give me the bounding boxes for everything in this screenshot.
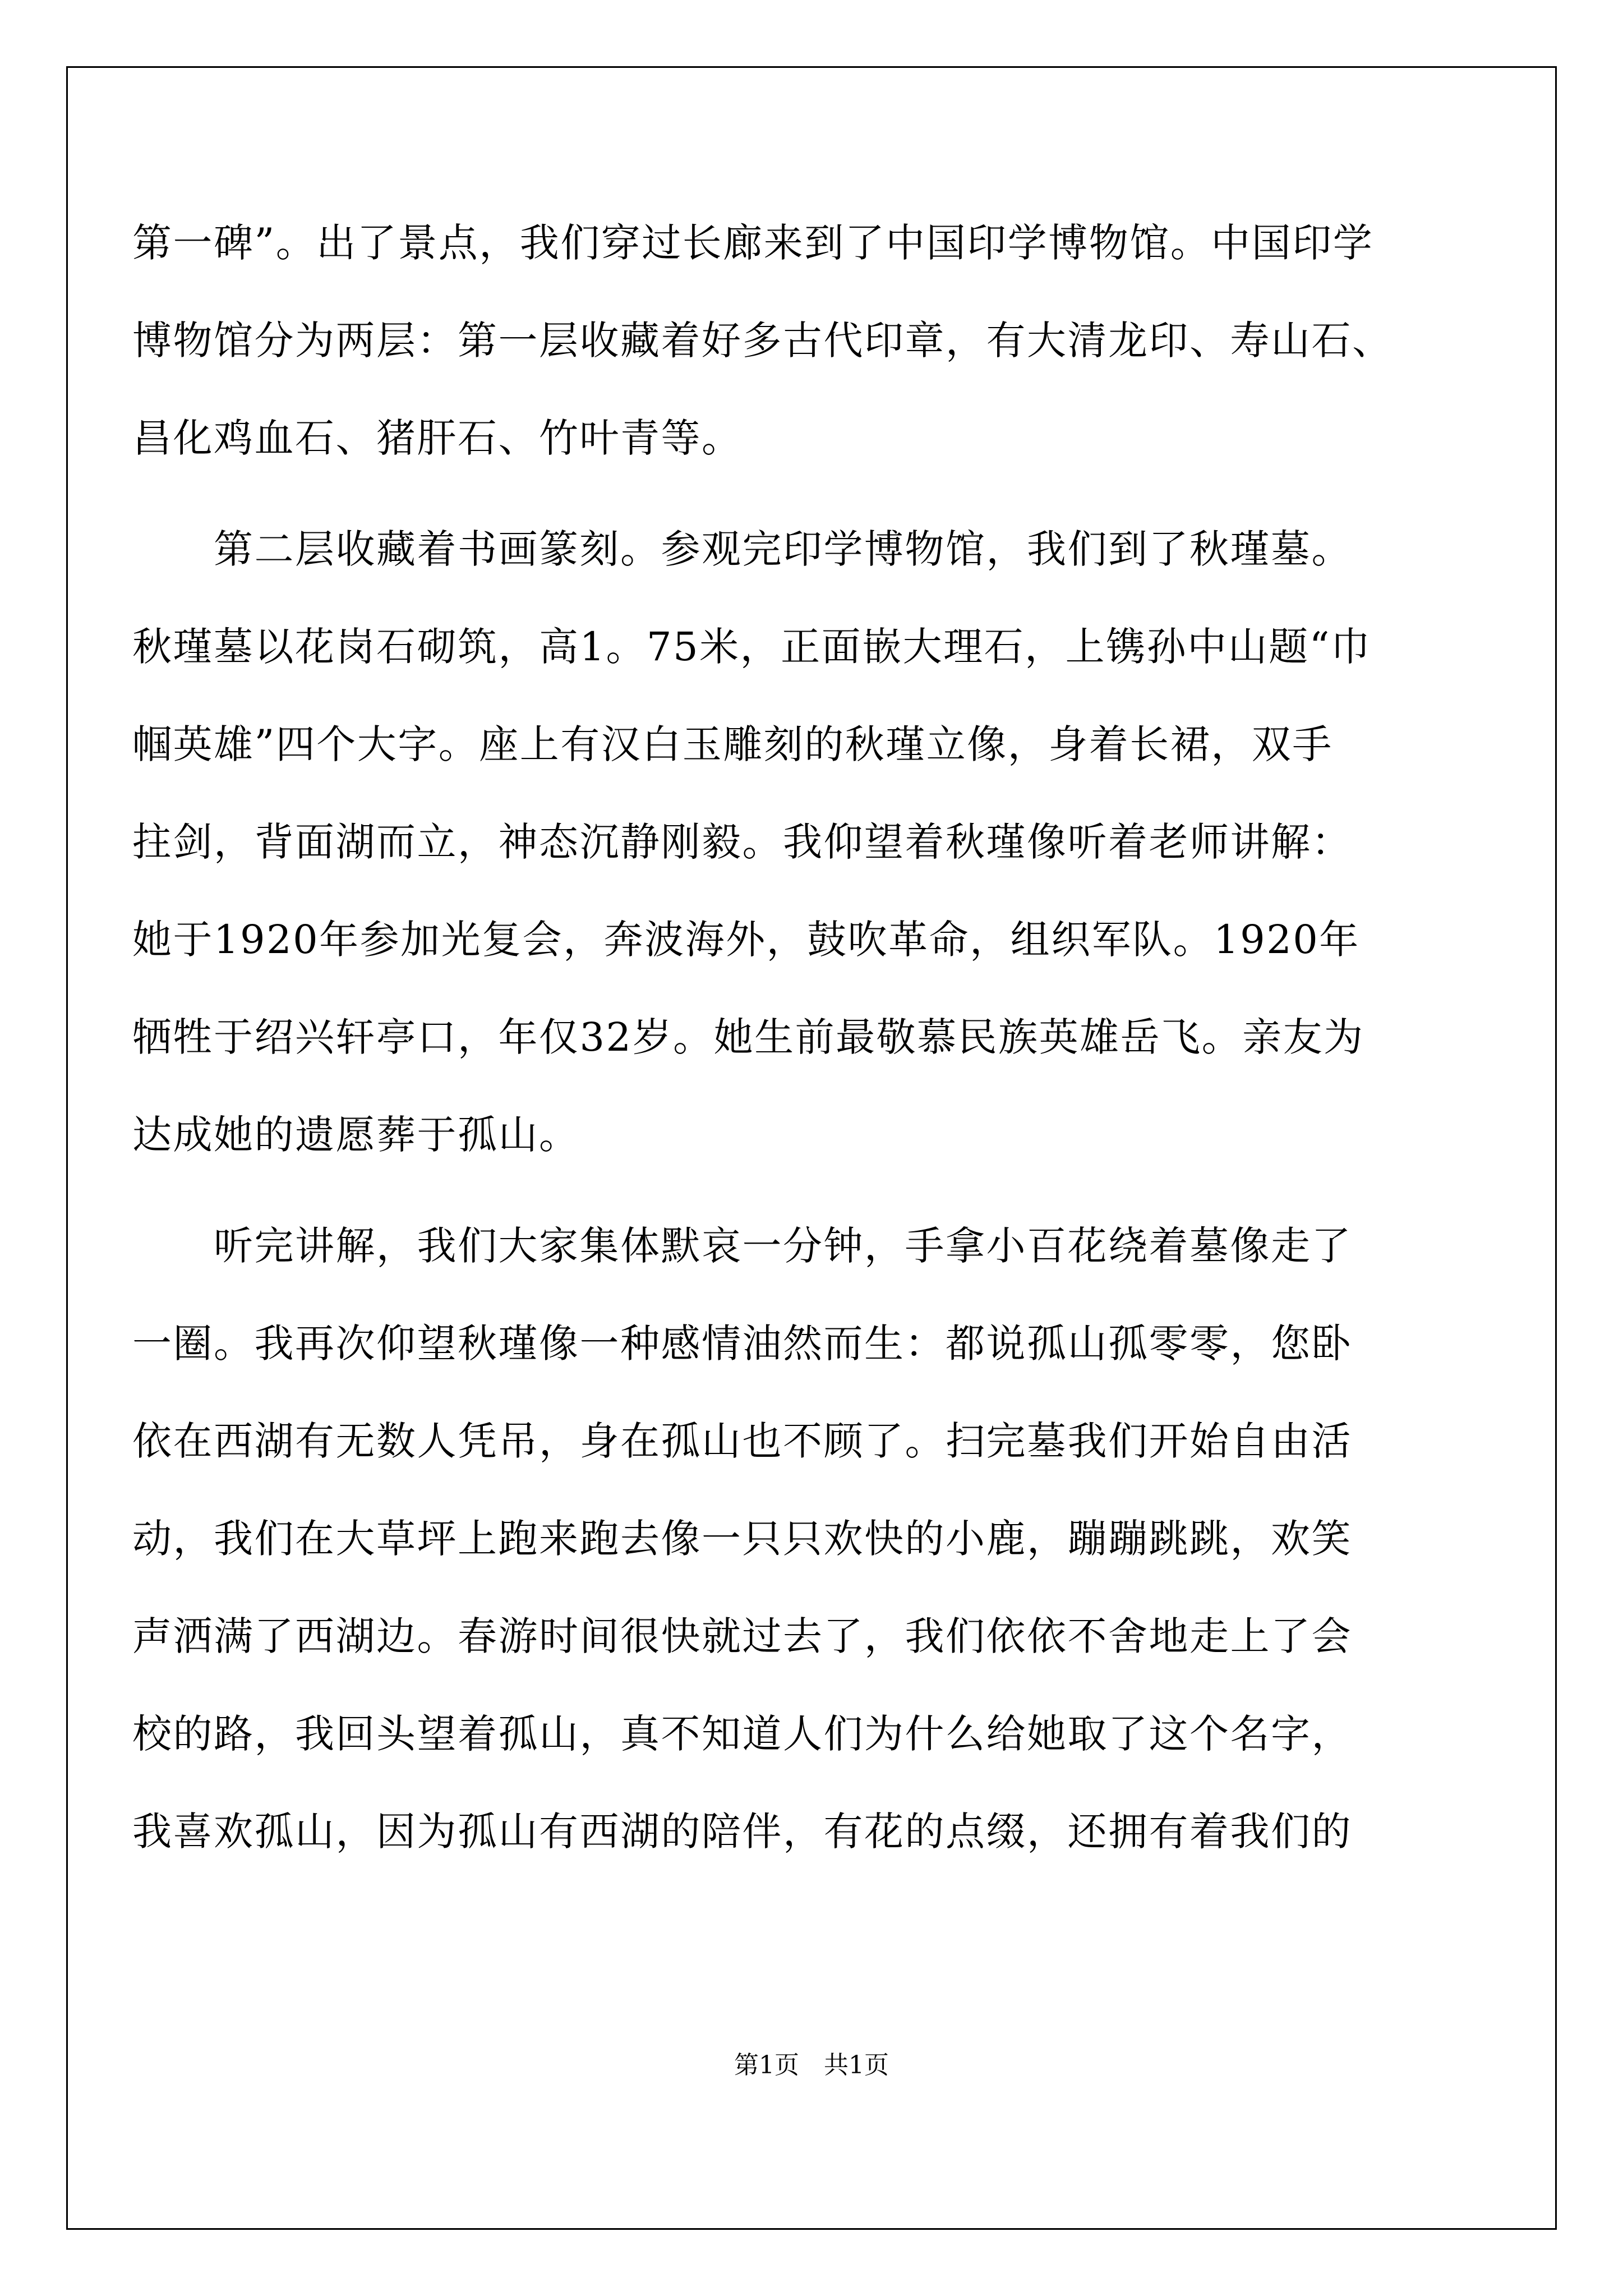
text-line: 达成她的遗愿葬于孤山。 <box>132 1112 580 1158</box>
text-line: 第一碑”。出了景点，我们穿过长廊来到了中国印学博物馆。中国印学 <box>132 220 1374 266</box>
text-line: 帼英雄”四个大字。座上有汉白玉雕刻的秋瑾立像，身着长裙，双手 <box>132 721 1333 767</box>
page-number-footer: 第1页 共1页 <box>734 2051 889 2079</box>
text-line: 声洒满了西湖边。春游时间很快就过去了，我们依依不舍地走上了会 <box>132 1613 1352 1659</box>
text-line: 动，我们在大草坪上跑来跑去像一只只欢快的小鹿，蹦蹦跳跳，欢笑 <box>132 1516 1352 1562</box>
text-line: 第二层收藏着书画篆刻。参观完印学博物馆，我们到了秋瑾墓。 <box>132 526 1352 572</box>
text-line: 我喜欢孤山，因为孤山有西湖的陪伴，有花的点缀，还拥有着我们的 <box>132 1809 1352 1855</box>
text-line: 听完讲解，我们大家集体默哀一分钟，手拿小百花绕着墓像走了 <box>132 1223 1352 1269</box>
text-line: 秋瑾墓以花岗石砌筑，高1。75米，正面嵌大理石，上镌孙中山题“巾 <box>132 624 1372 670</box>
text-line: 牺牲于绍兴轩亭口，年仅32岁。她生前最敬慕民族英雄岳飞。亲友为 <box>132 1014 1364 1060</box>
text-line: 依在西湖有无数人凭吊，身在孤山也不顾了。扫完墓我们开始自由活 <box>132 1418 1352 1464</box>
text-line: 一圈。我再次仰望秋瑾像一种感情油然而生：都说孤山孤零零，您卧 <box>132 1320 1352 1366</box>
text-line: 昌化鸡血石、猪肝石、竹叶青等。 <box>132 415 743 461</box>
text-line: 拄剑，背面湖而立，神态沉静刚毅。我仰望着秋瑾像听着老师讲解： <box>132 819 1352 865</box>
text-line: 校的路，我回头望着孤山，真不知道人们为什么给她取了这个名字， <box>132 1711 1352 1757</box>
text-line: 博物馆分为两层：第一层收藏着好多古代印章，有大清龙印、寿山石、 <box>132 318 1393 364</box>
text-line: 她于1920年参加光复会，奔波海外，鼓吹革命，组织军队。1920年 <box>132 917 1360 963</box>
